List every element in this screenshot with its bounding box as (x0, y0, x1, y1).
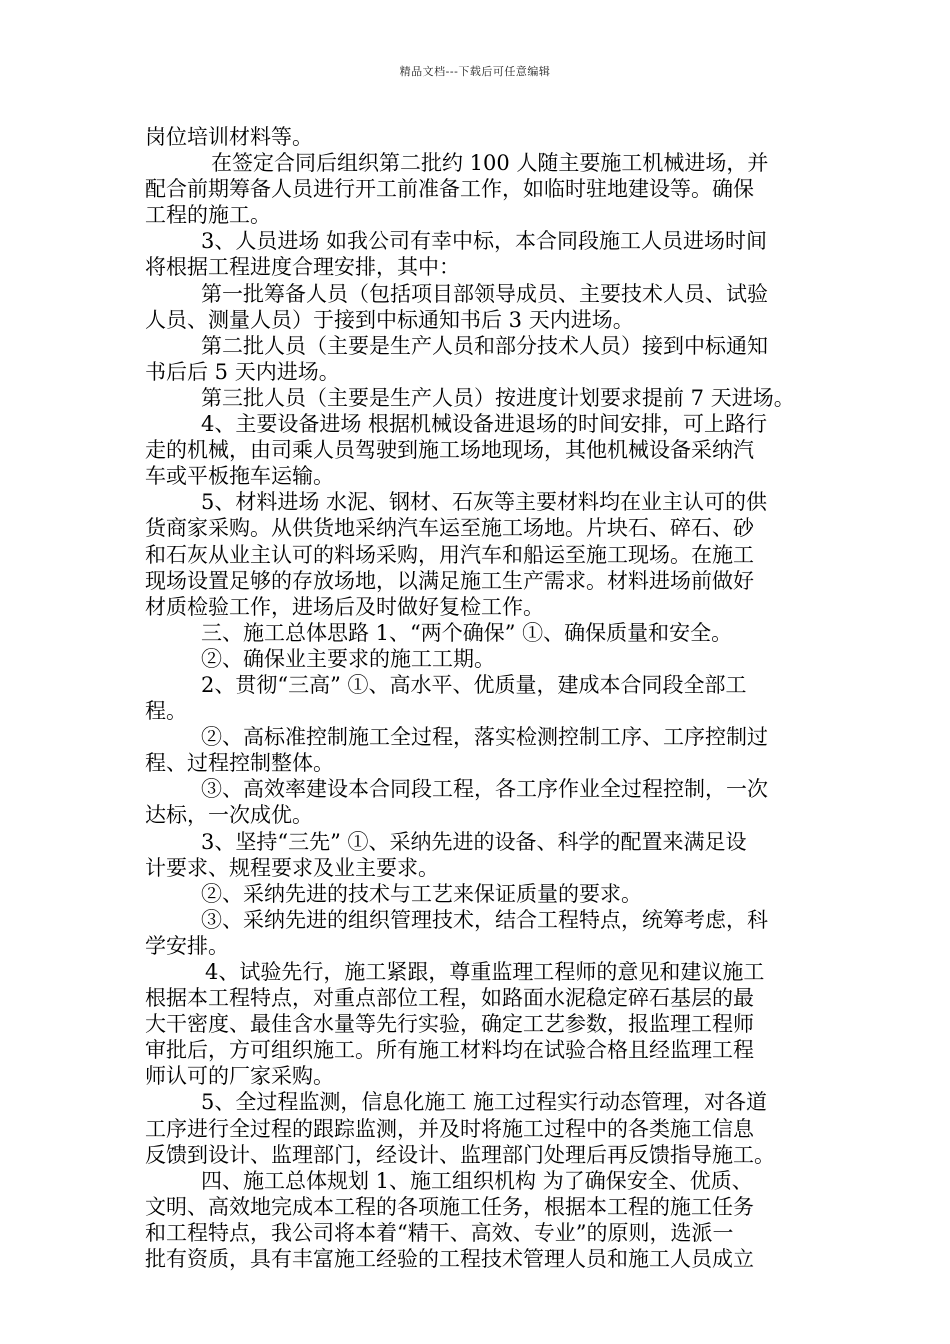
text-line: 反馈到设计、监理部门，经设计、监理部门处理后再反馈指导施工。 (145, 1142, 775, 1167)
text-line: 计要求、规程要求及业主要求。 (145, 855, 439, 880)
text-line: 配合前期筹备人员进行开工前准备工作，如临时驻地建设等。确保 (145, 177, 754, 202)
text-line: 师认可的厂家采购。 (145, 1064, 334, 1089)
text-line: 达标，一次成优。 (145, 803, 313, 828)
text-line: 4、试验先行，施工紧跟，尊重监理工程师的意见和建议施工 (205, 960, 765, 984)
page-header: 精品文档---下载后可任意编辑 (399, 65, 551, 78)
text-line: ③、高效率建设本合同段工程，各工序作业全过程控制，一次 (201, 777, 768, 802)
text-line: 程、过程控制整体。 (145, 751, 334, 776)
text-line: ②、确保业主要求的施工工期。 (201, 646, 495, 671)
text-line: 4、主要设备进场 根据机械设备进退场的时间安排，可上路行 (201, 412, 768, 437)
text-line: 学安排。 (145, 933, 229, 958)
text-line: 走的机械，由司乘人员驾驶到施工场地现场，其他机械设备采纳汽 (145, 438, 754, 463)
text-line: 3、人员进场 如我公司有幸中标，本合同段施工人员进场时间 (201, 229, 768, 254)
text-line: 四、施工总体规划 1、施工组织机构 为了确保安全、优质、 (201, 1168, 753, 1193)
text-line: 材质检验工作，进场后及时做好复检工作。 (145, 594, 544, 619)
text-line: 批有资质，具有丰富施工经验的工程技术管理人员和施工人员成立 (145, 1247, 754, 1272)
text-line: 和石灰从业主认可的料场采购，用汽车和船运至施工现场。在施工 (145, 542, 754, 567)
document-body (145, 124, 807, 1272)
text-line: 书后后 5 天内进场。 (145, 359, 340, 384)
text-line: 审批后，方可组织施工。所有施工材料均在试验合格且经监理工程 (145, 1038, 754, 1063)
text-line: 将根据工程进度合理安排，其中： (145, 255, 460, 280)
text-line: 第一批筹备人员（包括项目部领导成员、主要技术人员、试验 (201, 281, 768, 306)
text-line: 货商家采购。从供货地采纳汽车运至施工场地。片块石、碎石、砂 (145, 516, 754, 541)
text-line: 2、贯彻“三高” ①、高水平、优质量，建成本合同段全部工 (201, 672, 747, 697)
text-line: 程。 (145, 699, 187, 724)
text-line: 人员、测量人员）于接到中标通知书后 3 天内进场。 (145, 307, 634, 332)
text-line: ③、采纳先进的组织管理技术，结合工程特点，统筹考虑，科 (201, 907, 768, 932)
text-line: 根据本工程特点，对重点部位工程，如路面水泥稳定碎石基层的最 (145, 986, 754, 1011)
text-line: 岗位培训材料等。 (145, 125, 313, 149)
text-line: 大干密度、最佳含水量等先行实验，确定工艺参数，报监理工程师 (145, 1012, 754, 1037)
text-line: 三、施工总体思路 1、“两个确保” ①、确保质量和安全。 (201, 620, 733, 645)
text-line: 车或平板拖车运输。 (145, 464, 334, 489)
text-line: 在签定合同后组织第二批约 100 人随主要施工机械进场，并 (211, 151, 769, 176)
text-line: 5、材料进场 水泥、钢材、石灰等主要材料均在业主认可的供 (201, 490, 768, 515)
text-line: ②、高标准控制施工全过程，落实检测控制工序、工序控制过 (201, 725, 768, 750)
text-line: 文明、高效地完成本工程的各项施工任务，根据本工程的施工任务 (145, 1194, 754, 1219)
text-line: 工程的施工。 (145, 203, 271, 228)
text-line: 和工程特点，我公司将本着“精干、高效、专业”的原则，选派一 (145, 1220, 734, 1245)
text-line: ②、采纳先进的技术与工艺来保证质量的要求。 (201, 881, 642, 906)
text-line: 工序进行全过程的跟踪监测，并及时将施工过程中的各类施工信息 (145, 1116, 754, 1141)
text-line: 第二批人员（主要是生产人员和部分技术人员）接到中标通知 (201, 333, 768, 358)
text-line: 3、坚持“三先” ①、采纳先进的设备、科学的配置来满足设 (201, 829, 747, 854)
text-line: 现场设置足够的存放场地，以满足施工生产需求。材料进场前做好 (145, 568, 754, 593)
text-line: 第三批人员（主要是生产人员）按进度计划要求提前 7 天进场。 (201, 385, 795, 410)
text-line: 5、全过程监测，信息化施工 施工过程实行动态管理，对各道 (201, 1090, 768, 1115)
